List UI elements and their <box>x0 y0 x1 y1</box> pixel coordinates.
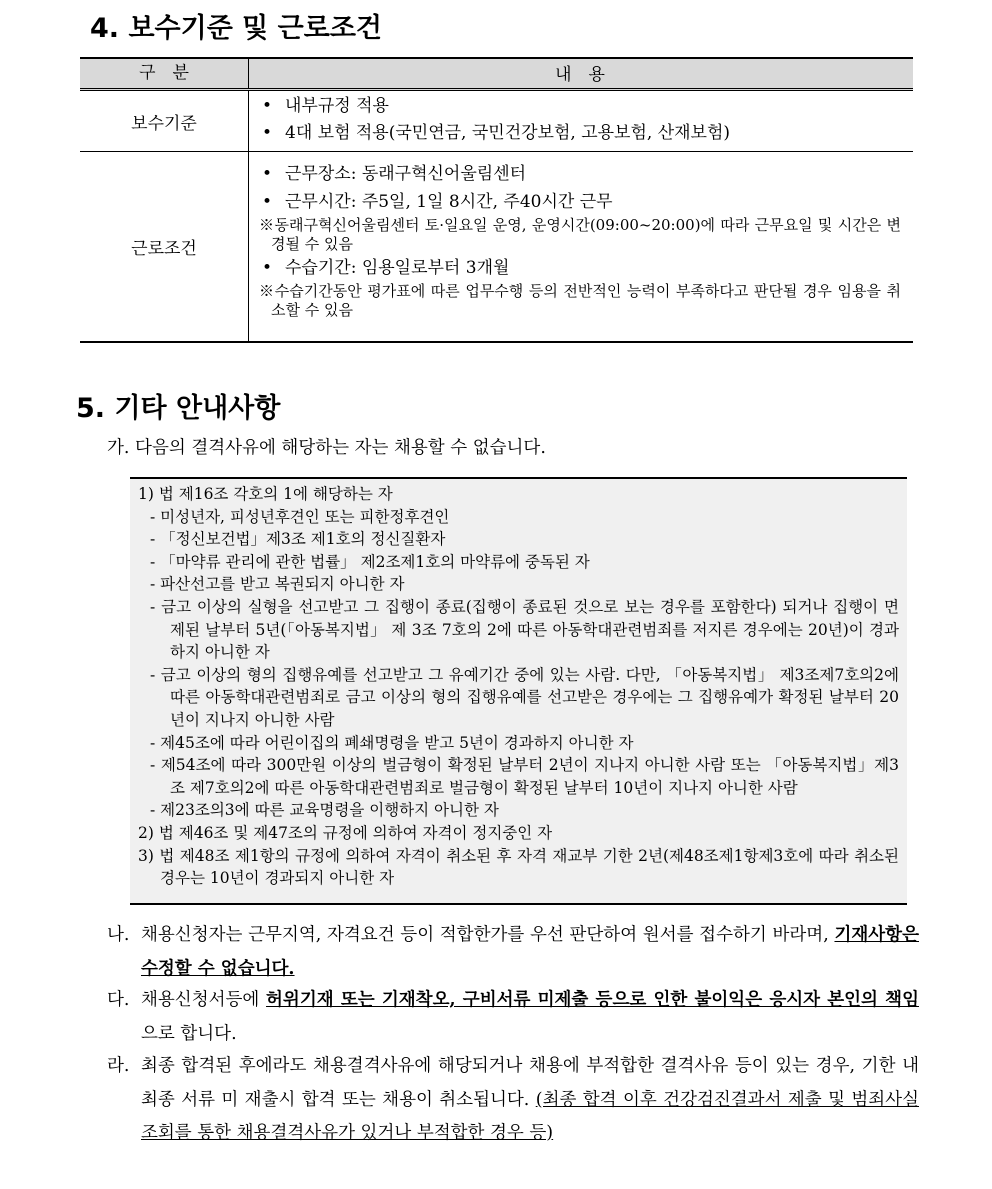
section-4-title: 4. 보수기준 및 근로조건 <box>90 13 382 44</box>
numbered-clause: 3) 법 제48조 제1항의 규정에 의하여 자격이 취소된 후 자격 재교부 기한 2년(제48조제1항제3호에 따라 취소된 경우는 10년이 경과되지 아니한 자 <box>138 846 899 888</box>
bullet-item: • 근무시간: 주5일, 1일 8시간, 주40시간 근무 <box>257 188 903 216</box>
item-marker: 다. <box>107 990 130 1010</box>
bullet-item: • 내부규정 적용 <box>257 93 903 120</box>
dash-clause: - 금고 이상의 형의 집행유예를 선고받고 그 유예기간 중에 있는 사람. 다만, 「아동복지법」 제3조제7호의2에 따른 아동학대관련범죄로 금고 이상의 형의 집행유예를 선고받은 경우에는 그 집행유예가 확정된 날부터 20년이 지나지 아니한 사람 <box>150 665 899 729</box>
numbered-clause: 1) 법 제16조 각호의 1에 해당하는 자 <box>138 485 393 503</box>
note-text: ※수습기간동안 평가표에 따른 업무수행 등의 전반적인 능력이 부족하다고 판단될 경우 임용을 취소할 수 있음 <box>259 282 901 319</box>
emphasis-text: 기재사항은 수정할 수 없습니다. <box>141 925 919 979</box>
note-text: ※동래구혁신어울림센터 토·일요일 운영, 운영시간(09:00~20:00)에 따라 근무요일 및 시간은 변경될 수 있음 <box>259 216 901 253</box>
item-text: 으로 합니다. <box>141 1023 237 1044</box>
item-text: 다음의 결격사유에 해당하는 자는 채용할 수 없습니다. <box>135 438 546 458</box>
row-label-conditions: 근로조건 <box>80 152 249 341</box>
header-content: 내 용 <box>555 65 605 85</box>
dash-clause: - 파산선고를 받고 복권되지 아니한 자 <box>150 575 405 594</box>
dash-clause: - 「마약류 관리에 관한 법률」 제2조제1호의 마약류에 중독된 자 <box>150 552 590 571</box>
item-text: 채용신청자는 근무지역, 자격요건 등이 적합한가를 우선 판단하여 원서를 접수하기 바라며, <box>141 925 835 945</box>
item-marker: 라. <box>107 1056 130 1076</box>
row-label-pay: 보수기준 <box>80 91 249 151</box>
bullet-item: • 근무장소: 동래구혁신어울림센터 <box>257 160 903 188</box>
item-text: 채용신청서등에 <box>141 990 267 1010</box>
bullet-item: • 수습기간: 임용일로부터 3개월 <box>257 254 903 282</box>
paragraph-ga <box>107 433 546 464</box>
emphasis-text: 허위기재 또는 기재착오, 구비서류 미제출 등으로 인한 불이익은 응시자 본인의 책임 <box>266 990 919 1010</box>
item-text: 최종 합격된 후에라도 채용결격사유에 해당되거나 채용에 부적합한 결격사유 등이 있는 경우, 기한 내 최종 서류 미 재출시 합격 또는 채용이 취소됩니다. <box>141 1056 919 1110</box>
item-marker: 가. <box>107 438 130 458</box>
row-content-conditions <box>249 152 913 341</box>
dash-clause: - 미성년자, 피성년후견인 또는 피한정후견인 <box>150 507 450 526</box>
row-content-pay <box>249 91 913 151</box>
dash-clause: - 금고 이상의 실형을 선고받고 그 집행이 종료(집행이 종료된 것으로 보는 경우를 포함한다) 되거나 집행이 면제된 날부터 5년(「아동복지법」 제 3조 7호의 2에 따른 아동학대관련범죄를 저지른 경우에는 20년)이 경과하지 아니한 자 <box>150 597 899 662</box>
header-category: 구 분 <box>80 59 249 88</box>
numbered-clause: 2) 법 제46조 및 제47조의 규정에 의하여 자격이 정지중인 자 <box>138 823 553 842</box>
paragraph-ra <box>107 1050 919 1151</box>
compensation-table <box>80 57 913 343</box>
dash-clause: - 「정신보건법」제3조 제1호의 정신질환자 <box>150 530 446 549</box>
item-marker: 나. <box>107 925 130 945</box>
section-5-title: 5. 기타 안내사항 <box>76 393 281 424</box>
dash-clause: - 제45조에 따라 어린이집의 폐쇄명령을 받고 5년이 경과하지 아니한 자 <box>150 733 634 752</box>
dash-clause: - 제23조의3에 따른 교육명령을 이행하지 아니한 자 <box>150 801 499 820</box>
dash-clause: - 제54조에 따라 300만원 이상의 벌금형이 확정된 날부터 2년이 지나지 아니한 사람 또는 「아동복지법」제3조 제7호의2에 따른 아동학대관련범죄로 벌금형이 확정된 날부터 10년이 지나지 아니한 사람 <box>150 756 899 797</box>
underlined-text: (최종 합격 이후 건강검진결과서 제출 및 범죄사실 조회를 통한 채용결격사유가 있거나 부적합한 경우 등) <box>141 1089 919 1143</box>
paragraph-na <box>107 919 919 986</box>
disqualification-box <box>130 477 907 905</box>
bullet-item: • 4대 보험 적용(국민연금, 국민건강보험, 고용보험, 산재보험) <box>257 120 903 147</box>
table-row-conditions <box>80 151 913 341</box>
table-row-pay <box>80 91 913 151</box>
table-header <box>80 59 913 91</box>
paragraph-da <box>107 984 919 1051</box>
